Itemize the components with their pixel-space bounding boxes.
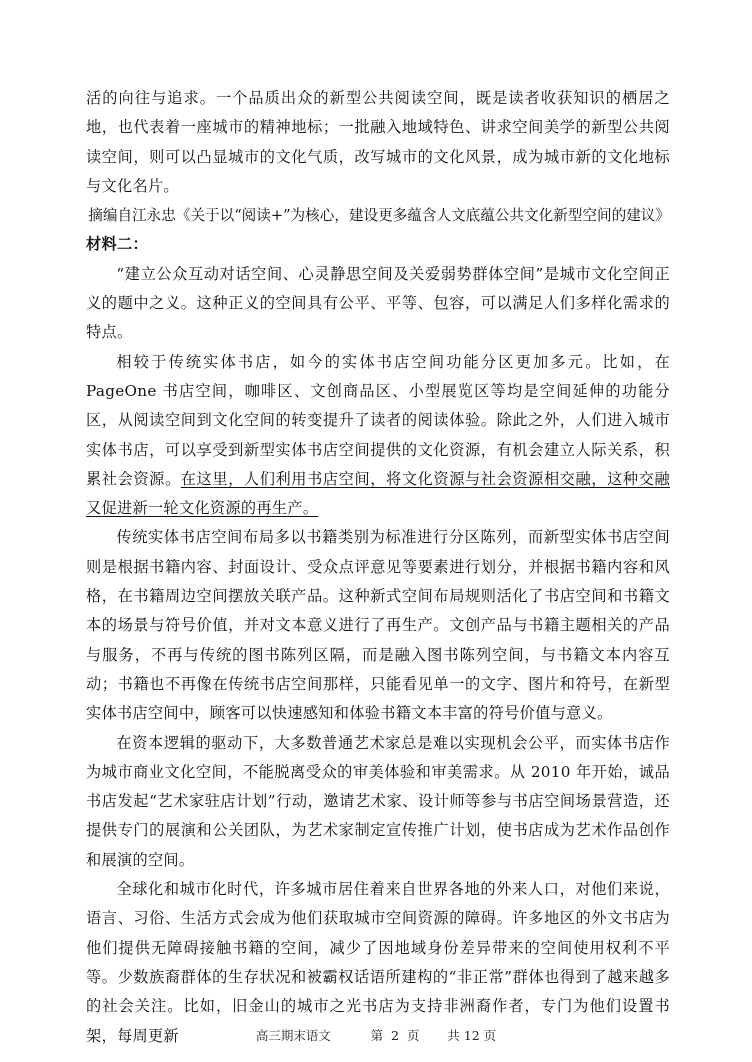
- paragraph-space-justice: “建立公众互动对话空间、心灵静思空间及关爱弱势群体空间”是城市文化空间正义的题中之义。这种正义的空间具有公平、平等、包容，可以满足人们多样化需求的特点。: [86, 264, 670, 342]
- page-body: [86, 84, 670, 1051]
- source-citation: 摘编自江永忠《关于以“阅读+”为核心，建设更多蕴含人文底蕴公共文化新型空间的建议》: [88, 207, 670, 225]
- paragraph-globalization: 全球化和城市化时代，许多城市居住着来自世界各地的外来人口，对他们来说，语言、习俗、生活方式会成为他们获取城市空间资源的障碍。许多地区的外文书店为他们提供无障碍接触书籍的空间，减少了因地域身份差异带来的空间使用权利不平等。少数族裔群体的生存状况和被霸权话语所建构的“非正常”群体也得到了越来越多的社会关注。比如，旧金山的城市之光书店为支持非洲裔作者，专门为他们设置书架，每周更新: [86, 880, 670, 1045]
- paragraph-layout-rules: 传统实体书店空间布局多以书籍类别为标准进行分区陈列，而新型实体书店空间则是根据书籍内容、封面设计、受众点评意见等要素进行划分，并根据书籍内容和风格，在书籍周边空间摆放关联产品。这种新式空间布局规则活化了书店空间和书籍文本的场景与符号价值，并对文本意义进行了再生产。文创产品与书籍主题相关的产品与服务，不再与传统的图书陈列区隔，而是融入图书陈列空间，与书籍文本内容互动；书籍也不再像在传统书店空间那样，只能看见单一的文字、图片和符号，在新型实体书店空间中，顾客可以快速感知和体验书籍文本丰富的符号价值与意义。: [86, 528, 670, 723]
- paragraph-continuation: 活的向往与追求。一个品质出众的新型公共阅读空间，既是读者收获知识的栖居之地，也代表着一座城市的精神地标；一批融入地域特色、讲求空间美学的新型公共阅读空间，则可以凸显城市的文化气质，改写城市的文化风景，成为城市新的文化地标与文化名片。: [86, 89, 670, 195]
- paragraph-function-zones: [86, 348, 670, 524]
- material-two-heading: 材料二：: [86, 235, 148, 254]
- paragraph-function-zones-text: 相较于传统实体书店，如今的实体书店空间功能分区更加多元。比如，在 PageOne 书店空间，咖啡区、文创商品区、小型展览区等均是空间延伸的功能分区，从阅读空间到文化空间的转变提升了读者的阅读体验。除此之外，人们进入城市实体书店，可以享受到新型实体书店空间提供的文化资源，有机会建立人际关系，积累社会资源。: [86, 352, 670, 488]
- underlined-sentence: 在这里，人们利用书店空间，将文化资源与社会资源相交融，这种交融又促进新一轮文化资源的再生产。: [86, 469, 670, 518]
- page-footer: 高三期末语文 第 2 页 共 12 页: [255, 1028, 497, 1043]
- paragraph-artists: 在资本逻辑的驱动下，大多数普通艺术家总是难以实现机会公平，而实体书店作为城市商业文化空间，不能脱离受众的审美体验和审美需求。从 2010 年开始，诚品书店发起“艺术家驻店计划”行动，邀请艺术家、设计师等参与书店空间场景营造，还提供专门的展演和公关团队，为艺术家制定宣传推广计划，使书店成为艺术作品创作和展演的空间。: [86, 733, 670, 869]
